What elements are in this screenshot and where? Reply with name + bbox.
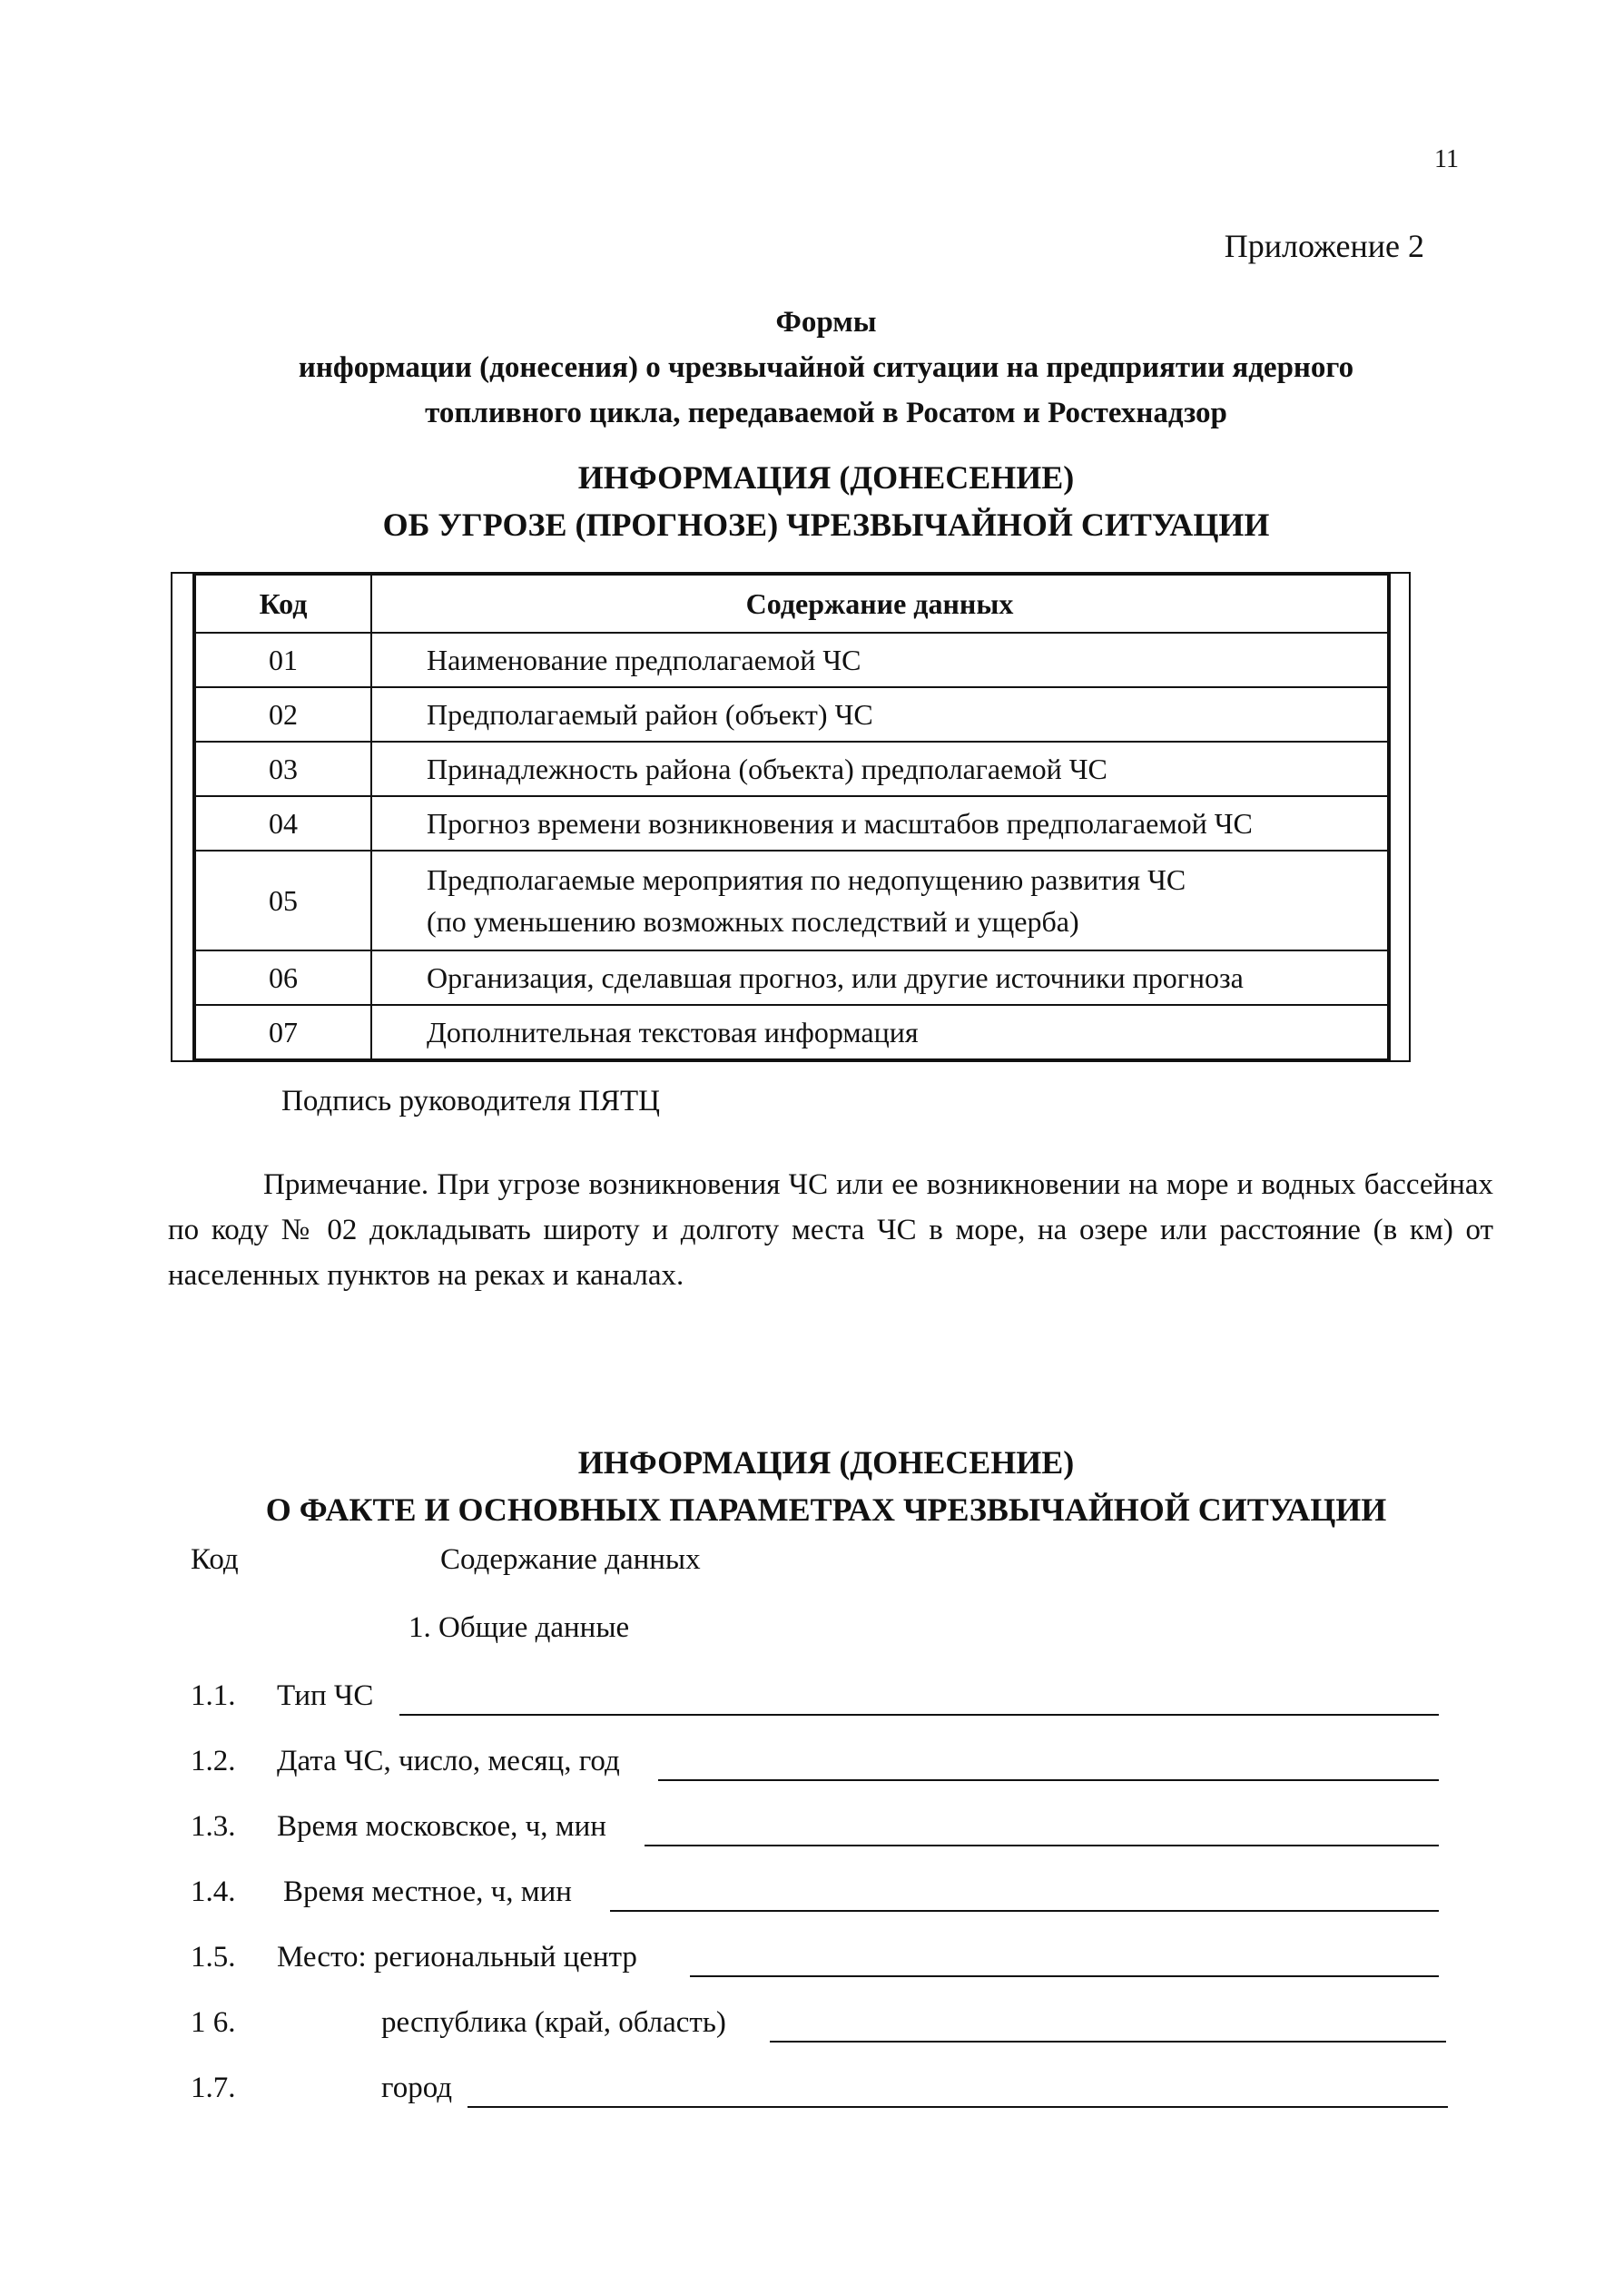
row-code: 07 (195, 1005, 371, 1059)
field-fill-line[interactable] (399, 1679, 1439, 1716)
field-fill-line[interactable] (468, 2072, 1448, 2108)
forms-title-line3: топливного цикла, передаваемой в Росатом и Ростехнадзор (425, 397, 1227, 429)
field-fill-line[interactable] (770, 2006, 1446, 2043)
field-number: 1.1. (191, 1679, 236, 1712)
row-code: 05 (195, 851, 371, 950)
form-field-row (0, 1941, 1624, 1986)
forms-title (163, 300, 1489, 436)
table-header-row (195, 575, 1388, 633)
table-row (195, 687, 1388, 742)
field-number: 1.5. (191, 1941, 236, 1974)
appendix-label: Приложение 2 (1224, 228, 1424, 264)
field-fill-line[interactable] (658, 1745, 1439, 1781)
row-text: Организация, сделавшая прогноз, или другие источники прогноза (371, 950, 1388, 1005)
header-code: Код (195, 575, 371, 633)
field-label: Время московское, ч, мин (277, 1810, 606, 1843)
field-number: 1.3. (191, 1810, 236, 1843)
row-code: 03 (195, 742, 371, 796)
row-text: Прогноз времени возникновения и масштабов предполагаемой ЧС (371, 796, 1388, 851)
section-a-title1: ИНФОРМАЦИЯ (ДОНЕСЕНИЕ) (577, 459, 1075, 496)
field-number: 1.4. (191, 1875, 236, 1908)
table-row (195, 950, 1388, 1005)
field-number: 1.7. (191, 2072, 236, 2104)
form-field-row (0, 1875, 1624, 1921)
row-code: 06 (195, 950, 371, 1005)
row-text: Принадлежность района (объекта) предполагаемой ЧС (371, 742, 1388, 796)
column-content-label: Содержание данных (440, 1543, 701, 1576)
field-number: 1 6. (191, 2006, 236, 2039)
section-b-title1: ИНФОРМАЦИЯ (ДОНЕСЕНИЕ) (577, 1444, 1075, 1481)
row-code: 01 (195, 633, 371, 687)
table-row (195, 633, 1388, 687)
row-text: Дополнительная текстовая информация (371, 1005, 1388, 1059)
forms-title-line1: Формы (775, 306, 877, 339)
threat-table (194, 574, 1389, 1060)
note-paragraph: Примечание. При угрозе возникновения ЧС или ее возникновении на море и водных бассейнах по коду № 02 докладывать широту и долготу места ЧС в море, на озере или расстояние (в км) от населенных пунктов на реках и каналах. (168, 1168, 1493, 1292)
row-text: Предполагаемый район (объект) ЧС (371, 687, 1388, 742)
column-code-label: Код (191, 1543, 239, 1576)
field-fill-line[interactable] (690, 1941, 1439, 1977)
field-fill-line[interactable] (610, 1875, 1439, 1912)
page-number: 11 (1434, 145, 1459, 173)
field-label: Дата ЧС, число, месяц, год (277, 1745, 620, 1777)
field-label: город (381, 2072, 453, 2104)
threat-table-inner (192, 574, 1391, 1060)
form-field-row (0, 1810, 1624, 1856)
table-row (195, 796, 1388, 851)
field-fill-line[interactable] (645, 1810, 1439, 1846)
table-row (195, 851, 1388, 950)
header-content: Содержание данных (371, 575, 1388, 633)
section-b-title2: О ФАКТЕ И ОСНОВНЫХ ПАРАМЕТРАХ ЧРЕЗВЫЧАЙНОЙ СИТУАЦИИ (265, 1491, 1387, 1528)
forms-title-line2: информации (донесения) о чрезвычайной ситуации на предприятии ядерного (298, 351, 1354, 384)
row-text: Наименование предполагаемой ЧС (371, 633, 1388, 687)
threat-table-frame (171, 572, 1411, 1062)
section-b-heading (163, 1439, 1489, 1533)
section-a-heading (163, 454, 1489, 548)
field-label: Время местное, ч, мин (283, 1875, 572, 1908)
signature-line: Подпись руководителя ПЯТЦ (281, 1085, 661, 1117)
table-row (195, 1005, 1388, 1059)
form-field-row (0, 2006, 1624, 2052)
form-field-row (0, 2072, 1624, 2117)
table-row (195, 742, 1388, 796)
row-code: 02 (195, 687, 371, 742)
row-text-line1: Предполагаемые мероприятия по недопущению развития ЧС (427, 863, 1186, 896)
field-number: 1.2. (191, 1745, 236, 1777)
row-code: 04 (195, 796, 371, 851)
row-text-line2: (по уменьшению возможных последствий и ущерба) (427, 905, 1079, 938)
field-label: Место: региональный центр (277, 1941, 637, 1974)
row-text-multiline (371, 851, 1388, 950)
form-field-row (0, 1745, 1624, 1790)
section-a-title2: ОБ УГРОЗЕ (ПРОГНОЗЕ) ЧРЕЗВЫЧАЙНОЙ СИТУАЦИИ (382, 507, 1270, 543)
subsection-title: 1. Общие данные (408, 1611, 630, 1644)
form-field-row (0, 1679, 1624, 1725)
field-label: Тип ЧС (277, 1679, 374, 1712)
field-label: республика (край, область) (381, 2006, 726, 2039)
